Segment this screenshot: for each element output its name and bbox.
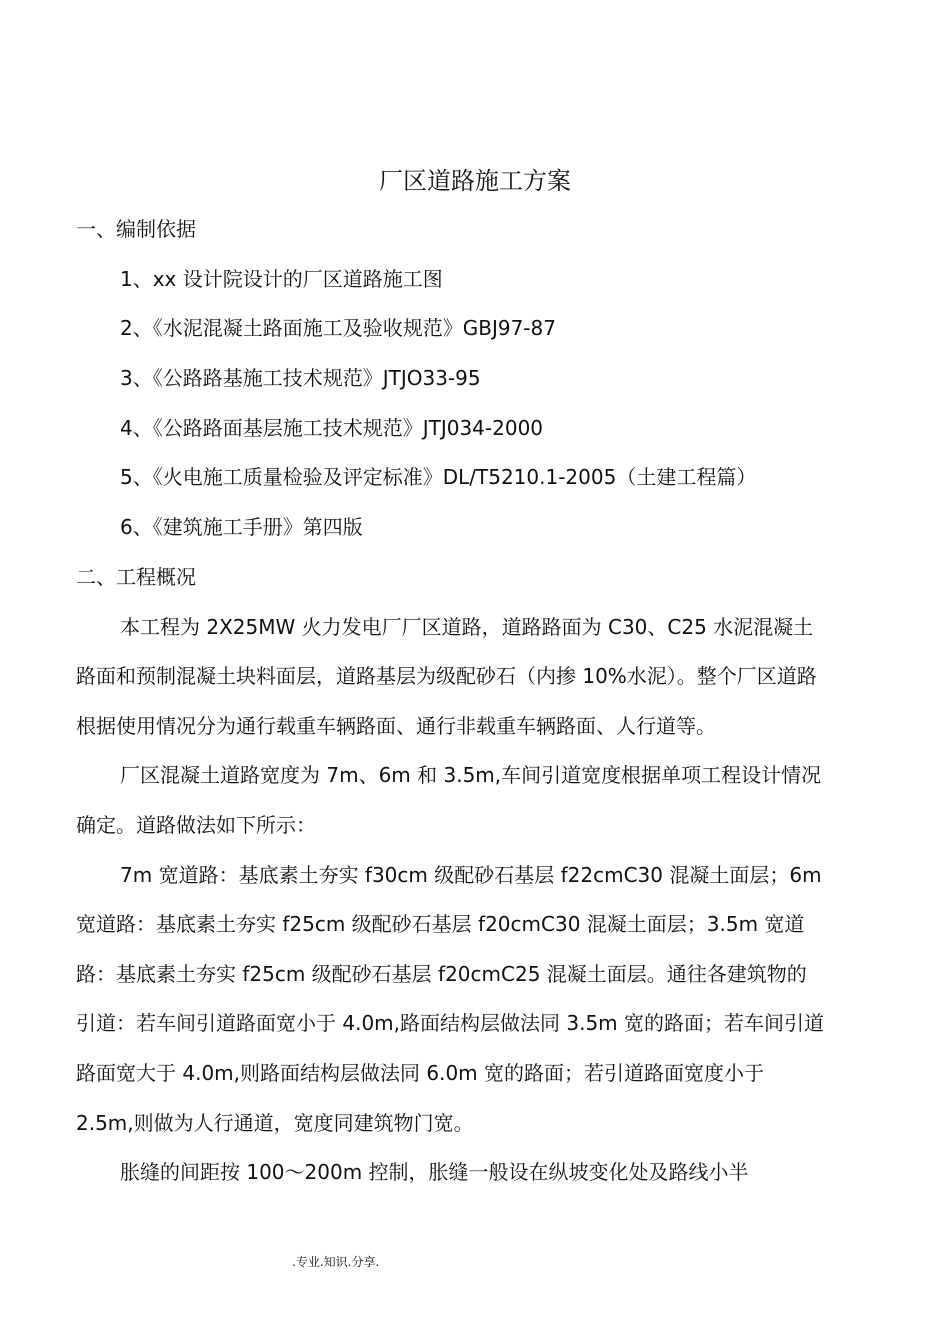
paragraph-line: 路面和预制混凝土块料面层，道路基层为级配砂石（内掺 10%水泥）。整个厂区道路: [76, 664, 817, 688]
section-heading-overview: 二、工程概况: [76, 565, 196, 589]
paragraph-line: 2.5m,则做为人行通道，宽度同建筑物门宽。: [76, 1111, 474, 1135]
list-item: 2、《水泥混凝土路面施工及验收规范》GBJ97-87: [120, 316, 556, 340]
paragraph-line: 确定。道路做法如下所示：: [76, 813, 316, 837]
list-item: 5、《火电施工质量检验及评定标准》DL/T5210.1-2005（土建工程篇）: [120, 465, 757, 489]
list-item: 6、《建筑施工手册》第四版: [120, 515, 363, 539]
paragraph-line: 宽道路：基底素土夯实 f25cm 级配砂石基层 f20cmC30 混凝土面层；3.5m 宽道: [76, 912, 805, 936]
paragraph-line: 厂区混凝土道路宽度为 7m、6m 和 3.5m,车间引道宽度根据单项工程设计情况: [120, 763, 822, 787]
list-item: 1、xx 设计院设计的厂区道路施工图: [120, 267, 443, 291]
paragraph-line: 路：基底素土夯实 f25cm 级配砂石基层 f20cmC25 混凝土面层。通往各建筑物的: [76, 962, 807, 986]
list-item: 4、《公路路面基层施工技术规范》JTJ034-2000: [120, 416, 544, 440]
list-item: 3、《公路路基施工技术规范》JTJO33-95: [120, 366, 481, 390]
paragraph-line: 引道：若车间引道路面宽小于 4.0m,路面结构层做法同 3.5m 宽的路面；若车间引道: [76, 1011, 825, 1035]
section-heading-basis: 一、编制依据: [76, 217, 196, 241]
paragraph-line: 本工程为 2X25MW 火力发电厂厂区道路，道路路面为 C30、C25 水泥混凝土: [120, 615, 814, 639]
paragraph-line: 路面宽大于 4.0m,则路面结构层做法同 6.0m 宽的路面；若引道路面宽度小于: [76, 1061, 765, 1085]
page-footer: .专业.知识.分享.: [292, 1255, 380, 1269]
paragraph-line: 根据使用情况分为通行载重车辆路面、通行非载重车辆路面、人行道等。: [76, 714, 716, 738]
page-title: 厂区道路施工方案: [379, 167, 571, 195]
paragraph-line: 胀缝的间距按 100〜200m 控制，胀缝一般设在纵坡变化处及路线小半: [120, 1160, 749, 1184]
paragraph-line: 7m 宽道路：基底素土夯实 f30cm 级配砂石基层 f22cmC30 混凝土面层；6m: [120, 863, 822, 887]
